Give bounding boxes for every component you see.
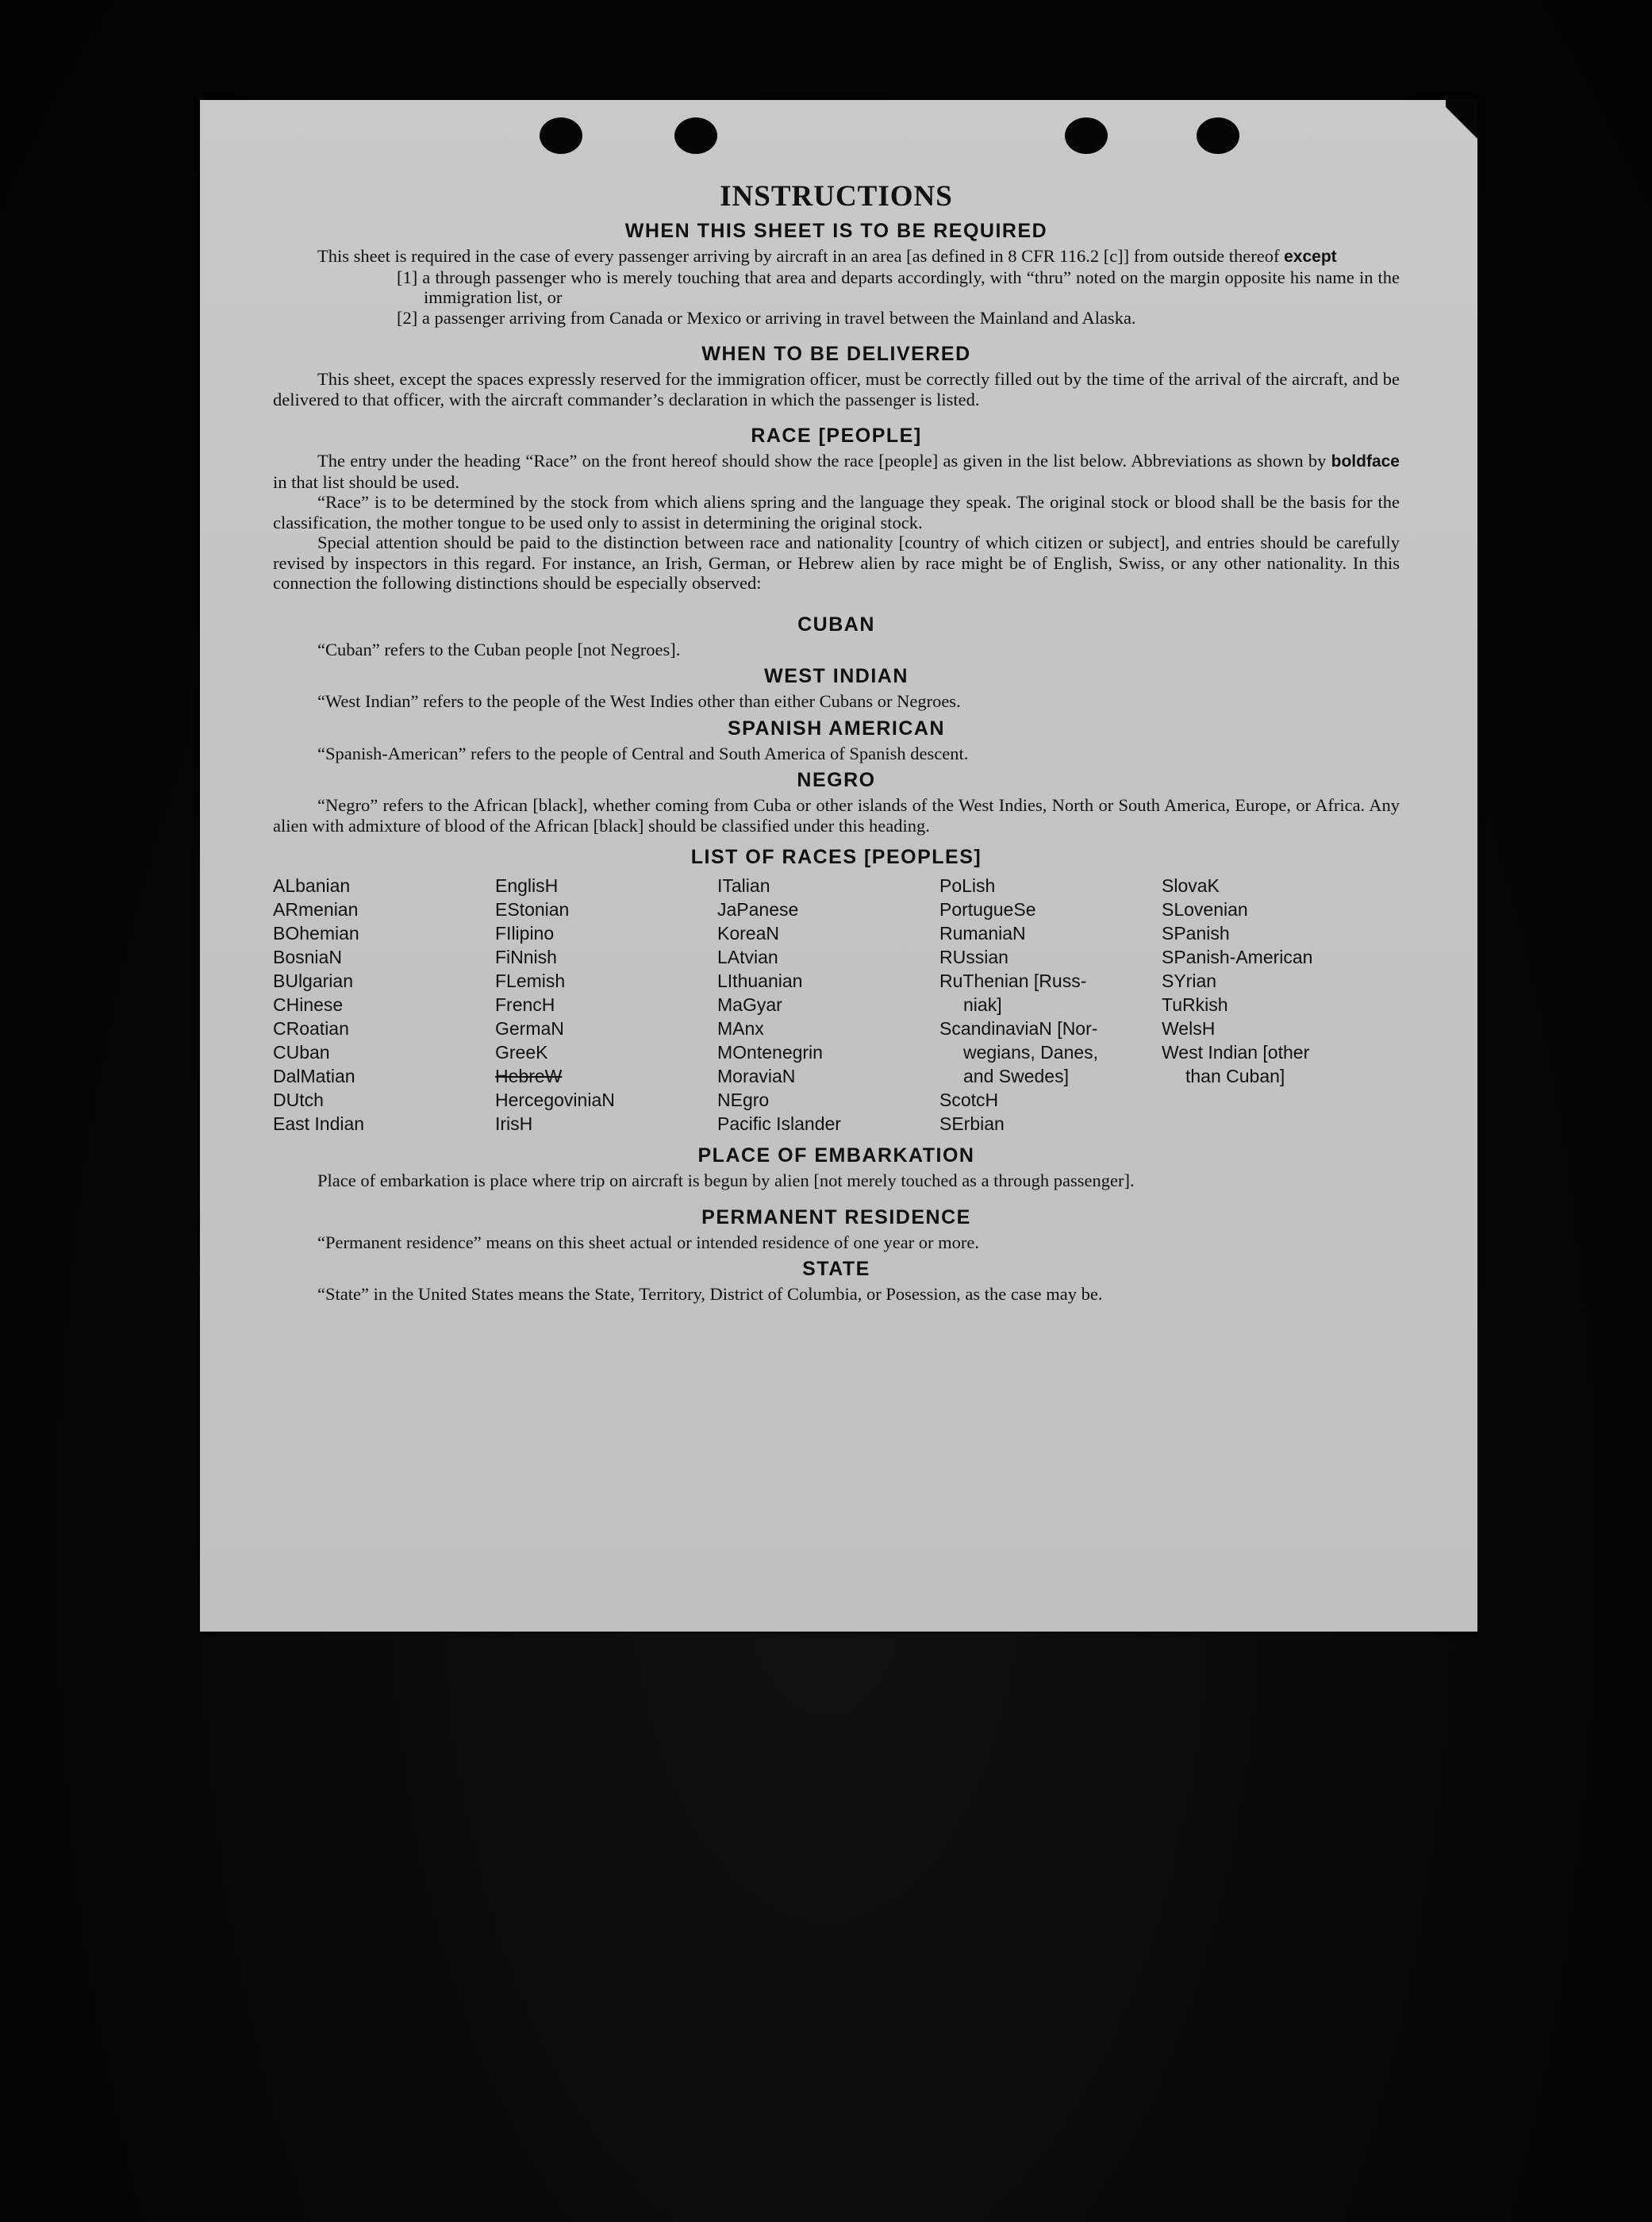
required-intro: This sheet is required in the case of every passenger arriving by aircraft in an area [as defined in 8 CFR 116.2 [c]] from outside thereof except (317, 246, 1337, 266)
sheet-content (273, 179, 1400, 1305)
races-list (273, 874, 1400, 1136)
race-item: BOhemian (273, 923, 359, 944)
embarkation-paragraph: Place of embarkation is place where trip on aircraft is begun by alien [not merely touched as a through passenger]. (317, 1171, 1135, 1190)
race-item: DUtch (273, 1090, 324, 1110)
race-item: ALbanian (273, 875, 351, 896)
race-paragraph-2: “Race” is to be determined by the stock from which aliens spring and the language they speak. The original stock or blood shall be the basis for the classification, the mother tongue to be used only to assist in determining the original stock. (273, 492, 1400, 532)
section-heading-negro: NEGRO (797, 769, 876, 791)
race-item: MAnx (717, 1018, 764, 1039)
boldface-keyword: boldface (1331, 452, 1400, 471)
race-item: ScandinaviaN [Nor- (939, 1018, 1098, 1039)
race-item: BUlgarian (273, 971, 353, 991)
state-paragraph: “State” in the United States means the State, Territory, District of Columbia, or Posession, as the case may be. (317, 1284, 1103, 1304)
section-heading-required: WHEN THIS SHEET IS TO BE REQUIRED (624, 220, 1048, 242)
race-item: MaGyar (717, 994, 782, 1015)
section-heading-embarkation: PLACE OF EMBARKATION (697, 1144, 975, 1167)
delivered-paragraph: This sheet, except the spaces expressly reserved for the immigration officer, must be correctly filled out by the time of the arrival of the aircraft, and be delivered to that officer, with the aircraft commander’s declaration in which the passenger is listed. (273, 369, 1400, 409)
race-item: EStonian (495, 899, 570, 920)
race-item: ITalian (717, 875, 770, 896)
race-item: MOntenegrin (717, 1042, 823, 1063)
races-column-1 (273, 874, 495, 1136)
punch-hole (1197, 117, 1239, 154)
race-item-continued: wegians, Danes, (963, 1042, 1099, 1063)
race-item-continued: than Cuban] (1185, 1066, 1285, 1086)
punch-hole (674, 117, 717, 154)
race-item: ScotcH (939, 1090, 999, 1110)
section-heading-cuban: CUBAN (797, 613, 875, 636)
west-indian-paragraph: “West Indian” refers to the people of the West Indies other than either Cubans or Negroes. (317, 691, 961, 711)
race-item: EnglisH (495, 875, 559, 896)
race-item: SErbian (939, 1113, 1005, 1134)
race-item: SlovaK (1162, 875, 1220, 896)
race-item: SYrian (1162, 971, 1217, 991)
race-item: GreeK (495, 1042, 548, 1063)
races-column-5 (1162, 874, 1384, 1136)
race-item: JaPanese (717, 899, 799, 920)
section-heading-permanent-residence: PERMANENT RESIDENCE (701, 1205, 971, 1228)
race-item: RUssian (939, 947, 1008, 967)
races-heading: LIST OF RACES [PEOPLES] (690, 846, 982, 868)
punch-hole (540, 117, 582, 154)
race-item: WelsH (1162, 1018, 1216, 1039)
exception-item-1: [1] a through passenger who is merely touching that area and departs accordingly, with “thru” noted on the margin opposite his name in the immigration list, or (397, 267, 1400, 307)
except-keyword: except (1284, 248, 1337, 266)
race-item: IrisH (495, 1113, 533, 1134)
race-item: DalMatian (273, 1066, 355, 1086)
race-item: MoraviaN (717, 1066, 796, 1086)
race-item-continued: and Swedes] (963, 1066, 1069, 1086)
section-heading-race: RACE [PEOPLE] (751, 425, 922, 447)
race-item: Pacific Islander (717, 1113, 841, 1134)
page-title: INSTRUCTIONS (720, 180, 953, 213)
race-item: CHinese (273, 994, 344, 1015)
race-item: RumaniaN (939, 923, 1026, 944)
section-heading-spanish-american: SPANISH AMERICAN (727, 717, 945, 740)
race-item: East Indian (273, 1113, 365, 1134)
race-item: FrencH (495, 994, 555, 1015)
cuban-paragraph: “Cuban” refers to the Cuban people [not Negroes]. (317, 639, 681, 659)
section-heading-delivered: WHEN TO BE DELIVERED (701, 343, 971, 365)
race-item: FiNnish (495, 947, 557, 967)
race-item: PortugueSe (939, 899, 1036, 920)
race-item: SPanish (1162, 923, 1230, 944)
race-paragraph-3: Special attention should be paid to the distinction between race and nationality [country of which citizen or subject], and entries should be carefully revised by inspectors in this regard. For instance, an Irish, German, or Hebrew alien by race might be of English, Swiss, or any other nationality. In this connection the following distinctions should be especially observed: (273, 532, 1400, 593)
instruction-sheet (200, 100, 1477, 1632)
race-item: HercegoviniaN (495, 1090, 615, 1110)
races-column-3 (717, 874, 939, 1136)
race-item: TuRkish (1162, 994, 1228, 1015)
punch-hole (1065, 117, 1108, 154)
section-heading-state: STATE (802, 1258, 870, 1280)
section-heading-west-indian: WEST INDIAN (764, 665, 909, 687)
race-item: PoLish (939, 875, 996, 896)
race-item: SPanish-American (1162, 947, 1313, 967)
race-item: NEgro (717, 1090, 770, 1110)
race-item-struck: HebreW (495, 1066, 563, 1086)
race-item: KoreaN (717, 923, 779, 944)
negro-paragraph: “Negro” refers to the African [black], whether coming from Cuba or other islands of the West Indies, North or South America, Europe, or Africa. Any alien with admixture of blood of the African [black] should be classified under this heading. (273, 795, 1400, 836)
permanent-residence-paragraph: “Permanent residence” means on this sheet actual or intended residence of one year or more. (317, 1232, 980, 1252)
race-paragraph-1: The entry under the heading “Race” on the front hereof should show the race [people] as given in the list below. Abbreviations as shown by boldface in that list should be used. (273, 451, 1400, 492)
race-item: FLemish (495, 971, 566, 991)
spanish-american-paragraph: “Spanish-American” refers to the people of Central and South America of Spanish descent. (317, 743, 969, 763)
exception-item-2: [2] a passenger arriving from Canada or Mexico or arriving in travel between the Mainland and Alaska. (397, 307, 1136, 328)
race-item: RuThenian [Russ- (939, 971, 1087, 991)
race-item-continued: niak] (963, 994, 1002, 1015)
race-item: FIlipino (495, 923, 555, 944)
race-item: CRoatian (273, 1018, 349, 1039)
races-column-4 (939, 874, 1162, 1136)
race-item: GermaN (495, 1018, 564, 1039)
race-item: SLovenian (1162, 899, 1248, 920)
race-item: ARmenian (273, 899, 359, 920)
races-column-2 (495, 874, 717, 1136)
race-item: LIthuanian (717, 971, 803, 991)
race-item: BosniaN (273, 947, 342, 967)
race-item: West Indian [other (1162, 1042, 1310, 1063)
race-item: LAtvian (717, 947, 778, 967)
race-item: CUban (273, 1042, 330, 1063)
